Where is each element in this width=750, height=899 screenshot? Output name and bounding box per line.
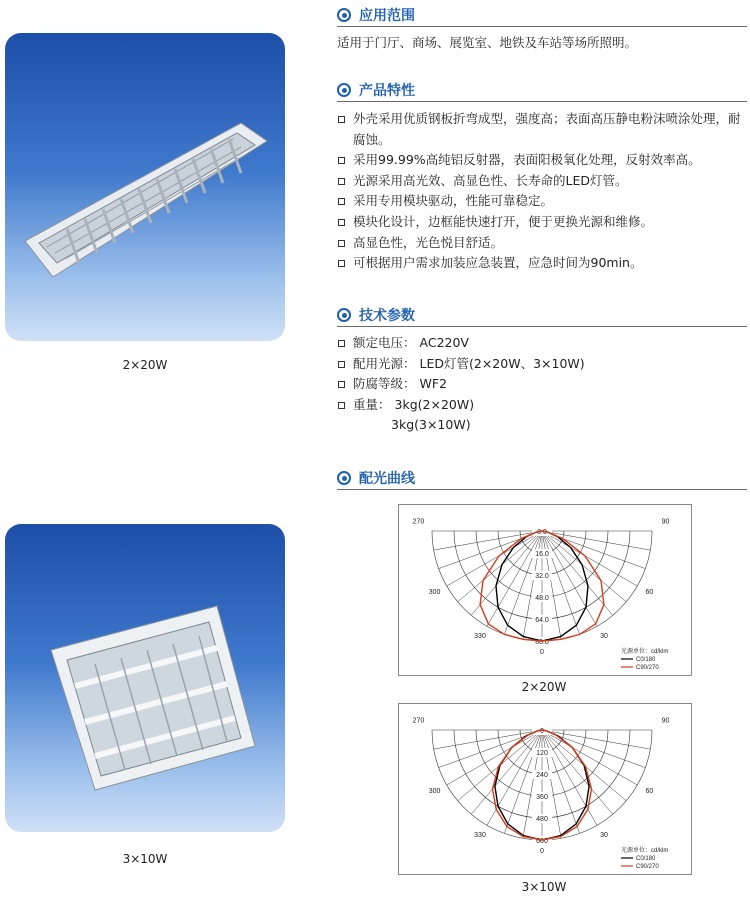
spec-item [337, 374, 750, 395]
angle-label: 300 [428, 788, 441, 795]
spec-item [337, 354, 750, 375]
legend-label: C0/180 [636, 856, 656, 862]
divider [337, 326, 747, 327]
feature-item: 可根据用户需求加装应急装置，应急时间为90min。 [337, 253, 750, 274]
feature-item: 外壳采用优质钢板折弯成型，强度高；表面高压静电粉沫喷涂处理，耐腐蚀。 [337, 109, 750, 150]
angle-label: 330 [474, 632, 486, 640]
polar-chart-3x10w [398, 703, 692, 875]
feature-item: 采用专用模块驱动，性能可靠稳定。 [337, 191, 750, 212]
radial-label: 600 [536, 838, 548, 845]
legend-label: C90/270 [636, 665, 659, 671]
radial-label: 480 [536, 816, 548, 823]
feature-item: 高显色性，光色悦目舒适。 [337, 233, 750, 254]
angle-label: 270 [412, 518, 425, 526]
radial-label: 0.0 [537, 529, 547, 536]
spec-label: 配用光源： [353, 355, 416, 371]
radial-label: 64.0 [535, 617, 549, 624]
radial-label: 80.0 [535, 639, 549, 646]
product-caption: 3×10W [122, 852, 168, 866]
spec-item [337, 395, 750, 416]
feature-item: 光源采用高光效、高显色性、长寿命的LED灯管。 [337, 171, 750, 192]
section-title: 应用范围 [359, 8, 415, 24]
radial-label: 48.0 [535, 595, 549, 602]
polar-grid [432, 730, 652, 840]
legend-label: C0/180 [636, 657, 656, 663]
polar-chart-2x20w [398, 504, 692, 676]
polar-caption: 2×20W [521, 680, 567, 694]
legend-title: 光源单位：cd/klm [621, 848, 669, 854]
feature-item: 采用99.99%高纯铝反射器，表面阳极氧化处理，反射效率高。 [337, 150, 750, 171]
radial-label: 16.0 [535, 551, 549, 558]
divider [337, 101, 747, 102]
radial-label: 0 [540, 728, 544, 735]
angle-label: 90 [661, 518, 670, 526]
legend-label: C90/270 [636, 864, 659, 870]
radial-label: 120 [536, 750, 548, 757]
feature-list [337, 109, 750, 274]
section-header-curves [337, 468, 747, 490]
product-caption: 2×20W [122, 358, 168, 372]
angle-label: 30 [600, 831, 608, 839]
spec-value: 3kg(2×20W) [394, 396, 475, 412]
angle-label: 30 [600, 632, 608, 640]
divider [337, 489, 747, 490]
spec-item [337, 333, 750, 354]
angle-label: 330 [474, 831, 486, 839]
spec-value: AC220V [419, 335, 469, 350]
bullet-circle-icon [337, 471, 351, 485]
legend-title: 光源单位：cd/klm [621, 649, 669, 655]
angle-label: 60 [645, 589, 654, 596]
angle-label: 60 [645, 788, 654, 795]
spec-label: 重量： [353, 396, 391, 412]
bullet-circle-icon [337, 83, 351, 97]
divider [337, 26, 747, 27]
bullet-circle-icon [337, 8, 351, 22]
section-header-application [337, 5, 747, 27]
bullet-circle-icon [337, 308, 351, 322]
angle-label: 0 [540, 848, 544, 855]
product-image-2x20w [5, 33, 285, 341]
section-title: 产品特性 [359, 83, 415, 99]
radial-label: 360 [536, 794, 548, 801]
spec-list [337, 333, 750, 415]
polar-caption: 3×10W [521, 880, 567, 894]
section-title: 配光曲线 [359, 471, 415, 487]
spec-value: WF2 [419, 376, 448, 392]
angle-label: 270 [412, 717, 425, 725]
spec-weight-extra: 3kg(3×10W) [391, 417, 471, 432]
angle-label: 300 [428, 589, 441, 596]
spec-label: 额定电压： [353, 335, 416, 350]
polar-grid [432, 531, 652, 641]
section-title: 技术参数 [359, 308, 415, 324]
radial-label: 32.0 [535, 573, 549, 580]
spec-value: LED灯管(2×20W、3×10W) [419, 355, 585, 371]
section-header-features [337, 80, 747, 102]
product-image-3x10w [5, 524, 285, 832]
radial-label: 240 [536, 772, 548, 779]
spec-label: 防腐等级： [353, 376, 416, 392]
section-header-specs [337, 305, 747, 327]
angle-label: 0 [540, 649, 544, 656]
angle-label: 90 [661, 717, 670, 725]
feature-item: 模块化设计，边框能快速打开，便于更换光源和维修。 [337, 212, 750, 233]
application-text: 适用于门厅、商场、展览室、地铁及车站等场所照明。 [337, 35, 638, 50]
